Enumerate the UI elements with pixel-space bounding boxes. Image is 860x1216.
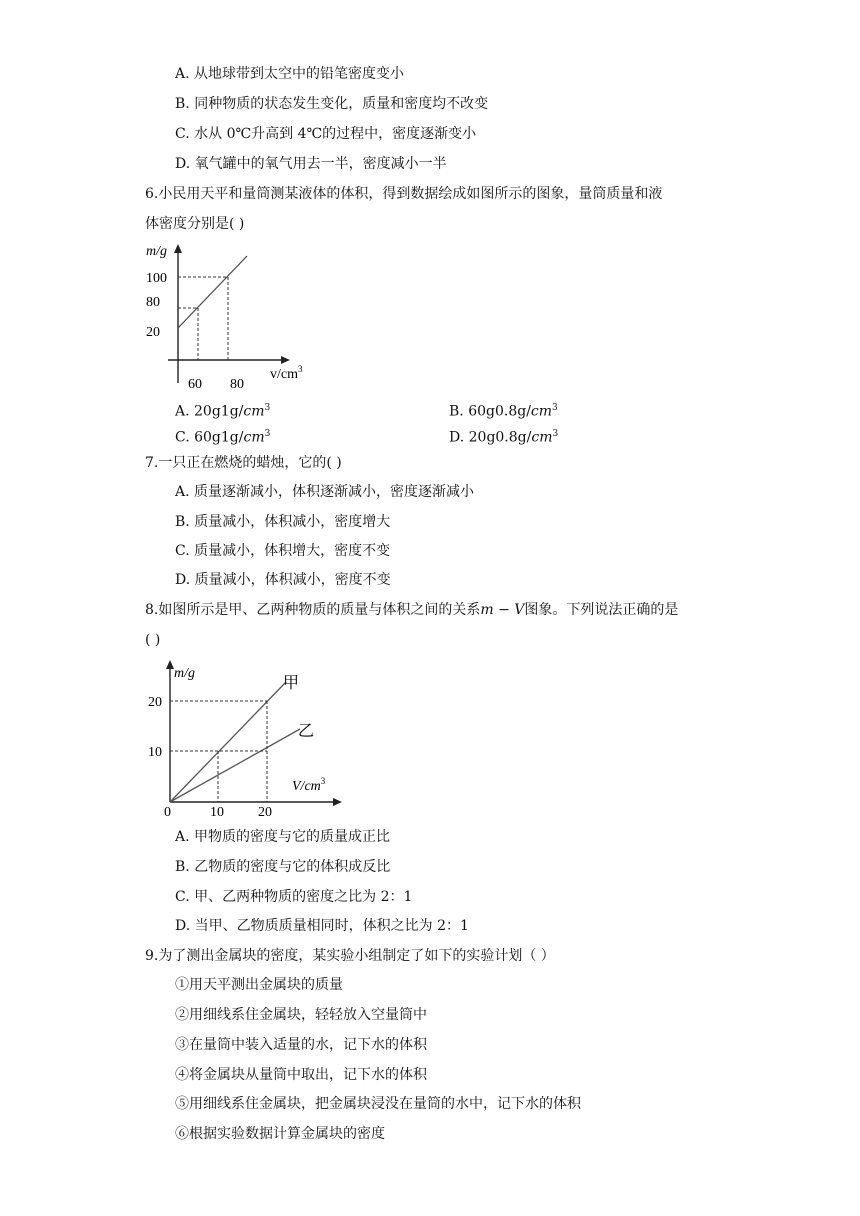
q6-graph: [140, 240, 320, 395]
q8-x-label: V/cm: [292, 779, 321, 794]
q9-step-3: ③在量筒中装入适量的水，记下水的体积: [175, 1037, 427, 1053]
q6-option-a-sup: 3: [264, 403, 271, 413]
svg-text:V/cm3: [292, 776, 326, 794]
q6-option-b-unit: cm: [530, 403, 553, 420]
q8-option-a: A. 甲物质的密度与它的质量成正比: [175, 829, 391, 845]
q6-data-line: [178, 256, 247, 328]
q6-option-d-unit: cm: [531, 429, 553, 446]
q9-step-6: ⑥根据实验数据计算金属块的密度: [175, 1126, 385, 1142]
q6-option-a: [175, 398, 270, 422]
q6-option-a-label: A. 20g1g/: [175, 403, 244, 420]
q8-line-yi: [170, 729, 300, 802]
q7-option-a: A. 质量逐渐减小，体积逐渐减小，密度逐渐减小: [175, 484, 475, 500]
q8-stem-line1: [145, 600, 678, 620]
q8-line-jia: [170, 682, 286, 802]
q6-x-label-sup: 3: [298, 364, 303, 374]
q6-y-tick-20: 20: [146, 325, 160, 340]
q6-y-arrow: [174, 244, 182, 253]
q7-stem: 7.一只正在燃烧的蜡烛，它的( ): [145, 455, 342, 471]
q8-x-tick-0: 0: [164, 805, 171, 820]
q8-x-label-sup: 3: [320, 776, 326, 786]
q8-option-b: B. 乙物质的密度与它的体积成反比: [175, 859, 391, 875]
q6-option-c-label: C. 60g1g/: [175, 429, 244, 446]
q8-graph: [140, 656, 360, 820]
q9-step-4: ④将金属块从量筒中取出，记下水的体积: [175, 1067, 427, 1083]
q8-x-tick-10: 10: [210, 805, 224, 820]
q8-stem-line2: ( ): [145, 632, 161, 648]
q9-step-5: ⑤用细线系住金属块，把金属块浸没在量筒的水中，记下水的体积: [175, 1096, 581, 1112]
q6-option-d-label: D. 20g0.8g/: [449, 429, 532, 446]
q6-option-c-unit: cm: [243, 429, 265, 446]
q8-y-tick-10: 10: [148, 745, 162, 760]
q6-y-label: m/g: [146, 244, 167, 259]
q6-stem-line2: 体密度分别是( ): [145, 216, 245, 232]
q8-label-jia: 甲: [283, 675, 300, 692]
q6-y-tick-100: 100: [146, 271, 167, 286]
q6-stem-line1: 6.小民用天平和量筒测某液体的体积，得到数据绘成如图所示的图象，量筒质量和液: [145, 186, 663, 202]
q5-option-b: B. 同种物质的状态发生变化，质量和密度均不改变: [175, 96, 489, 112]
q8-stem-suffix: 图象。下列说法正确的是: [524, 602, 679, 618]
q8-y-tick-20: 20: [148, 695, 162, 710]
q8-stem-prefix: 8.如图所示是甲、乙两种物质的质量与体积之间的关系: [145, 602, 481, 618]
q9-step-1: ①用天平测出金属块的质量: [175, 977, 343, 993]
q9-step-2: ②用细线系住金属块，轻轻放入空量筒中: [175, 1007, 427, 1023]
q5-option-a: A. 从地球带到太空中的铅笔密度变小: [175, 66, 405, 82]
q6-option-d-sup: 3: [552, 429, 559, 439]
q5-option-c: C. 水从 0℃升高到 4℃的过程中，密度逐渐变小: [175, 126, 477, 142]
q7-option-d: D. 质量减小，体积减小，密度不变: [175, 572, 391, 588]
q6-option-d: [449, 424, 558, 448]
q9-stem: 9.为了测出金属块的密度，某实验小组制定了如下的实验计划（ ）: [145, 948, 555, 964]
svg-text:v/cm3: [270, 364, 303, 382]
q6-option-b: [449, 398, 558, 422]
q6-option-c-sup: 3: [264, 429, 271, 439]
q8-label-yi: 乙: [298, 723, 315, 740]
q8-y-arrow: [166, 660, 174, 669]
q8-option-c: C. 甲、乙两种物质的密度之比为 2：1: [175, 889, 413, 905]
q8-option-d: D. 当甲、乙物质质量相同时，体积之比为 2：1: [175, 918, 469, 934]
q8-stem-math: m − V: [480, 602, 525, 618]
q6-option-b-sup: 3: [552, 403, 558, 413]
q6-option-a-unit: cm: [243, 403, 265, 420]
q8-y-label: m/g: [174, 666, 195, 681]
q6-x-tick-60: 60: [188, 377, 202, 392]
q5-option-d: D. 氧气罐中的氧气用去一半，密度减小一半: [175, 156, 447, 172]
q6-x-arrow: [281, 356, 290, 364]
q8-x-tick-20: 20: [258, 805, 272, 820]
q6-x-tick-80: 80: [230, 377, 244, 392]
q7-option-b: B. 质量减小，体积减小，密度增大: [175, 514, 391, 530]
q7-option-c: C. 质量减小，体积增大，密度不变: [175, 543, 391, 559]
q6-y-tick-80: 80: [146, 295, 160, 310]
q6-x-label: v/cm: [270, 367, 298, 382]
q8-x-arrow: [333, 798, 342, 806]
q6-option-b-label: B. 60g0.8g/: [449, 403, 531, 420]
q6-option-c: [175, 424, 270, 448]
